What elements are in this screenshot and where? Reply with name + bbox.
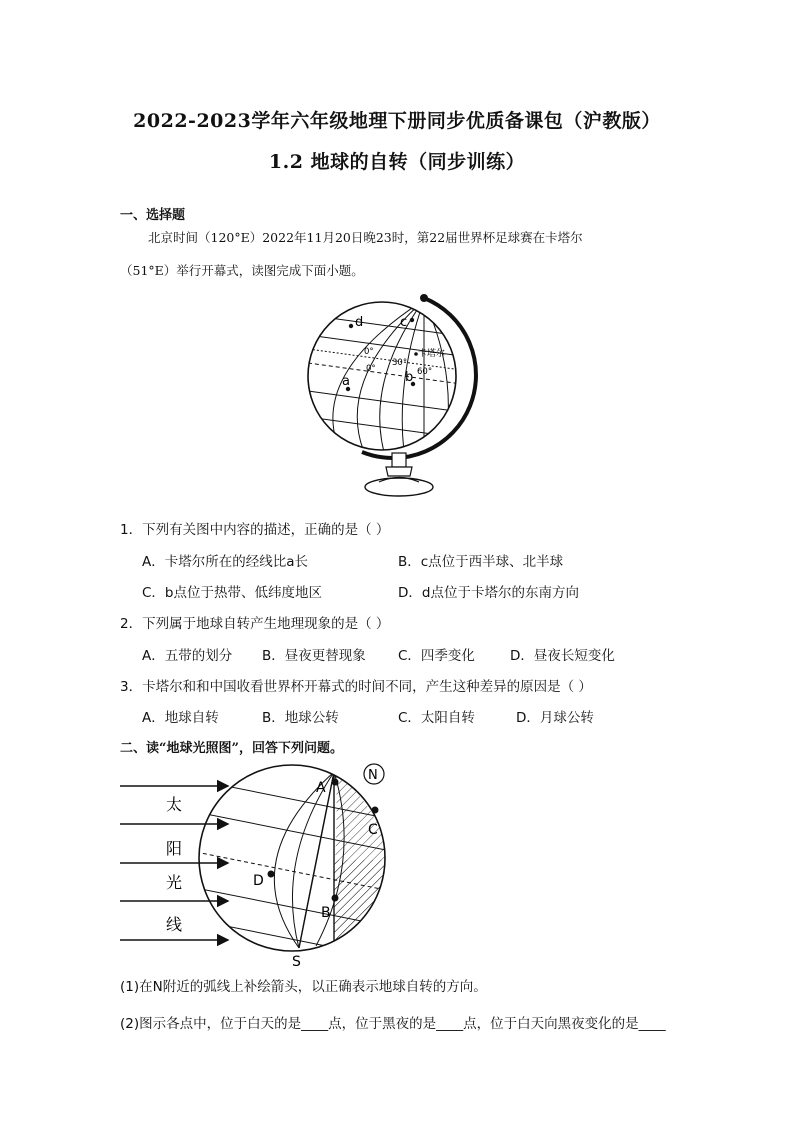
q2-option-c[interactable]: C．四季变化 <box>398 648 475 664</box>
globe-figure <box>306 290 486 505</box>
point-C-label: C <box>368 822 378 838</box>
sun-label-3: 光 <box>166 873 183 892</box>
section-heading-choice: 一、选择题 <box>120 208 186 223</box>
sun-label-4: 线 <box>166 915 183 934</box>
earth-illumination-figure <box>116 760 416 972</box>
q2-option-a[interactable]: A．五带的划分 <box>142 648 233 664</box>
point-N-label: N <box>368 768 378 783</box>
svg-text:0°: 0° <box>364 347 374 357</box>
q2-option-d[interactable]: D．昼夜长短变化 <box>510 648 615 664</box>
q3-option-c[interactable]: C．太阳自转 <box>398 710 475 726</box>
page-subtitle: 1.2 地球的自转（同步训练） <box>268 151 526 173</box>
point-c-label: c <box>400 315 408 330</box>
sun-label-1: 太 <box>166 795 183 814</box>
intro-text-line1: 北京时间（120°E）2022年11月20日晚23时，第22届世界杯足球赛在卡塔尔 <box>148 230 583 245</box>
point-S-label: S <box>292 954 301 970</box>
point-d-label: d <box>355 315 364 330</box>
svg-text:60°: 60° <box>417 367 433 377</box>
q3-option-b[interactable]: B．地球公转 <box>262 710 339 726</box>
q1-option-a[interactable]: A．卡塔尔所在的经线比a长 <box>142 554 309 570</box>
svg-text:30°: 30° <box>392 358 408 368</box>
point-B-label: B <box>321 905 331 921</box>
point-A-label: A <box>316 780 326 796</box>
intro-text-line2: （51°E）举行开幕式，读图完成下面小题。 <box>120 263 364 278</box>
svg-text:0°: 0° <box>366 364 376 374</box>
q3-option-d[interactable]: D．月球公转 <box>516 710 594 726</box>
sub-question-1: (1)在N附近的弧线上补绘箭头，以正确表示地球自转的方向。 <box>120 979 487 995</box>
q2-option-b[interactable]: B．昼夜更替现象 <box>262 648 366 664</box>
sub-question-2: (2)图示各点中，位于白天的是____点，位于黑夜的是____点，位于白天向黑夜变化的是____ <box>120 1016 666 1032</box>
question-3-stem: 3．卡塔尔和和中国收看世界杯开幕式的时间不同，产生这种差异的原因是（ ） <box>120 679 592 695</box>
question-2-stem: 2．下列属于地球自转产生地理现象的是（ ） <box>120 616 390 632</box>
q3-option-a[interactable]: A．地球自转 <box>142 710 219 726</box>
question-1-stem: 1．下列有关图中内容的描述，正确的是（ ） <box>120 522 390 538</box>
q1-option-b[interactable]: B．c点位于西半球、北半球 <box>398 554 564 570</box>
page-title: 2022-2023学年六年级地理下册同步优质备课包（沪教版） <box>133 110 661 132</box>
point-D-label: D <box>253 873 264 889</box>
globe-base <box>365 478 433 496</box>
point-b-label: b <box>405 370 414 385</box>
point-a-label: a <box>342 374 350 389</box>
q1-option-c[interactable]: C．b点位于热带、低纬度地区 <box>142 585 322 601</box>
section-heading-light-map: 二、读“地球光照图”，回答下列问题。 <box>120 741 343 756</box>
qatar-label: 卡塔尔 <box>418 349 446 359</box>
q1-option-d[interactable]: D．d点位于卡塔尔的东南方向 <box>398 585 579 601</box>
sun-label-2: 阳 <box>166 839 183 858</box>
